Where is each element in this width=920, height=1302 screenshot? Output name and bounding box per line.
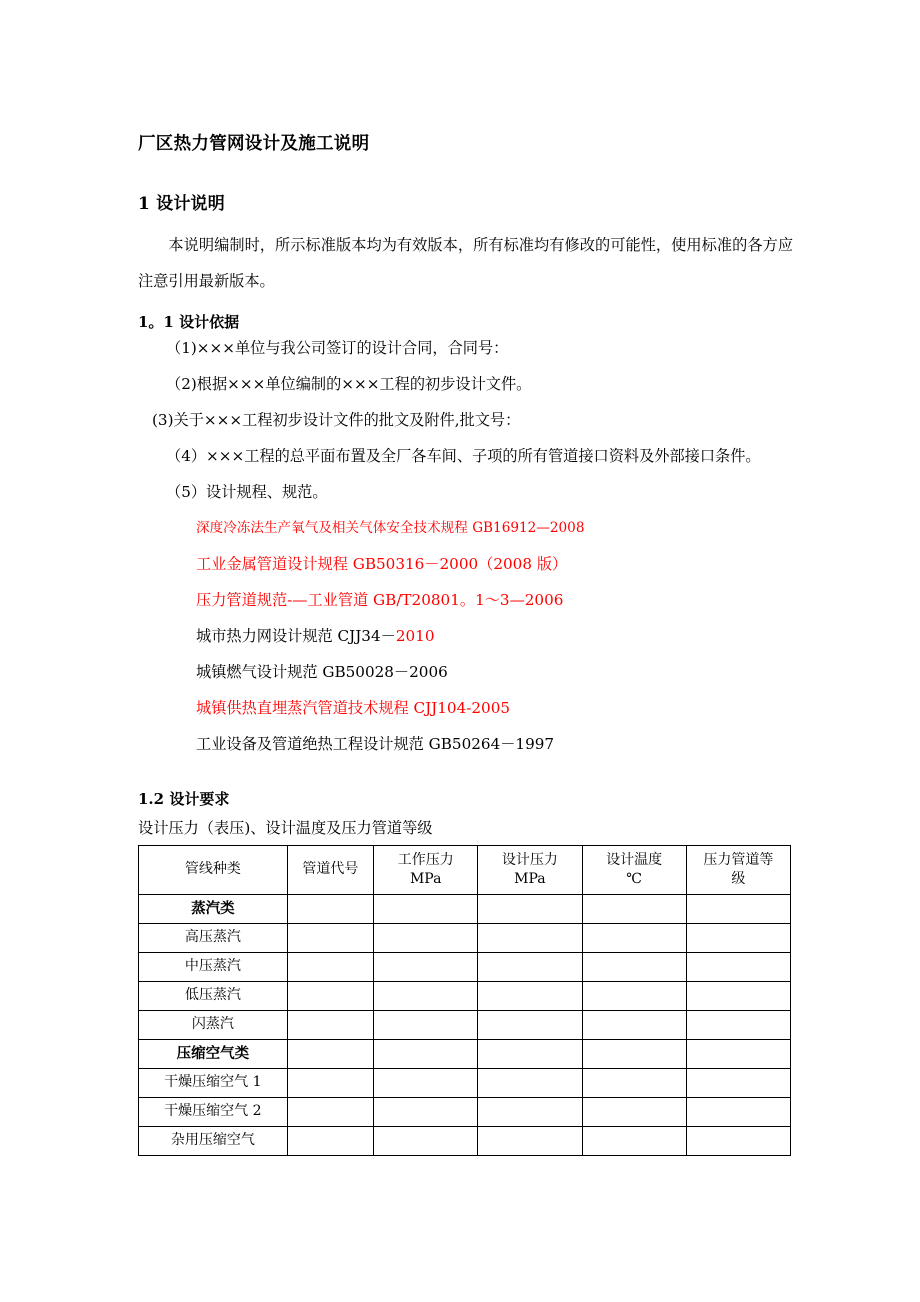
cell-design-temperature[interactable] <box>582 1126 686 1155</box>
cell-working-pressure[interactable] <box>374 1010 478 1039</box>
cell-pressure-pipe-class[interactable] <box>686 1039 790 1068</box>
header-cell-design-pressure <box>478 845 582 894</box>
standard-item-5: 城镇燃气设计规范 GB50028－2006 <box>196 662 448 681</box>
row-label: 高压蒸汽 <box>139 923 288 952</box>
row-label: 杂用压缩空气 <box>139 1126 288 1155</box>
heading-section-1: 1 设计说明 <box>138 193 225 214</box>
cell-design-pressure[interactable] <box>478 1068 582 1097</box>
standard-item-6: 城镇供热直埋蒸汽管道技术规程 CJJ104-2005 <box>196 698 511 717</box>
header-line-2: MPa <box>514 870 546 887</box>
design-basis-item-4: （4）×××工程的总平面布置及全厂各车间、子项的所有管道接口资料及外部接口条件。 <box>166 446 761 465</box>
row-label: 干燥压缩空气 2 <box>139 1097 288 1126</box>
table-row <box>139 1039 791 1068</box>
cell-working-pressure[interactable] <box>374 981 478 1010</box>
design-basis-item-5: （5）设计规程、规范。 <box>166 482 328 501</box>
header-line-1: 管线种类 <box>184 861 241 877</box>
cell-pipe-code[interactable] <box>287 894 373 923</box>
cell-working-pressure[interactable] <box>374 894 478 923</box>
cell-pressure-pipe-class[interactable] <box>686 923 790 952</box>
design-basis-item-3: (3)关于×××工程初步设计文件的批文及附件,批文号： <box>152 410 521 429</box>
header-cell-working-pressure <box>374 845 478 894</box>
cell-pipe-code[interactable] <box>287 1097 373 1126</box>
standard-item-4 <box>138 618 793 654</box>
cell-design-pressure[interactable] <box>478 1126 582 1155</box>
cell-design-pressure[interactable] <box>478 952 582 981</box>
cell-pipe-code[interactable] <box>287 1068 373 1097</box>
cell-working-pressure[interactable] <box>374 1097 478 1126</box>
table-row <box>139 981 791 1010</box>
cell-design-pressure[interactable] <box>478 1097 582 1126</box>
cell-design-temperature[interactable] <box>582 1068 686 1097</box>
row-label: 低压蒸汽 <box>139 981 288 1010</box>
spec-table-body <box>139 894 791 1155</box>
cell-pressure-pipe-class[interactable] <box>686 981 790 1010</box>
cell-design-pressure[interactable] <box>478 894 582 923</box>
section-1-intro-text: 本说明编制时，所示标准版本均为有效版本，所有标准均有修改的可能性，使用标准的各方应注意引用最新版本。 <box>138 235 793 290</box>
cell-pressure-pipe-class[interactable] <box>686 1126 790 1155</box>
table-row <box>139 1068 791 1097</box>
spec-table-caption: 设计压力（表压)、设计温度及压力管道等级 <box>138 818 433 837</box>
cell-pipe-code[interactable] <box>287 923 373 952</box>
cell-pipe-code[interactable] <box>287 1126 373 1155</box>
section-1-2-block <box>138 789 793 1156</box>
cell-pressure-pipe-class[interactable] <box>686 1097 790 1126</box>
heading-section-1-1: 1。1 设计依据 <box>138 312 240 331</box>
cell-pipe-code[interactable] <box>287 1039 373 1068</box>
header-cell-pipe-code <box>287 845 373 894</box>
standard-item-3: 压力管道规范-—工业管道 GB/T20801。1～3—2006 <box>196 590 564 609</box>
page-content <box>138 136 793 1156</box>
header-cell-pipeline-type <box>139 845 288 894</box>
cell-pressure-pipe-class[interactable] <box>686 952 790 981</box>
row-label: 压缩空气类 <box>139 1039 288 1068</box>
header-cell-design-temperature <box>582 845 686 894</box>
table-row <box>139 923 791 952</box>
header-line-1: 压力管道等 <box>703 851 774 868</box>
cell-design-temperature[interactable] <box>582 894 686 923</box>
cell-design-pressure[interactable] <box>478 1039 582 1068</box>
cell-working-pressure[interactable] <box>374 923 478 952</box>
cell-design-temperature[interactable] <box>582 923 686 952</box>
pipeline-spec-table <box>138 845 791 1156</box>
spec-table-header-row <box>139 845 791 894</box>
design-basis-item-2: （2)根据×××单位编制的×××工程的初步设计文件。 <box>166 374 532 393</box>
cell-design-pressure[interactable] <box>478 981 582 1010</box>
cell-working-pressure[interactable] <box>374 952 478 981</box>
table-row <box>139 1097 791 1126</box>
cell-pipe-code[interactable] <box>287 1010 373 1039</box>
row-label: 中压蒸汽 <box>139 952 288 981</box>
table-row <box>139 1010 791 1039</box>
standard-item-4-name: 城市热力网设计规范 CJJ34－ <box>196 626 396 645</box>
header-line-1: 管道代号 <box>302 861 359 877</box>
cell-working-pressure[interactable] <box>374 1039 478 1068</box>
header-line-2: MPa <box>409 870 442 887</box>
table-row <box>139 894 791 923</box>
row-label: 闪蒸汽 <box>139 1010 288 1039</box>
standard-item-4-year: 2010 <box>395 626 435 645</box>
cell-pipe-code[interactable] <box>287 952 373 981</box>
table-row <box>139 952 791 981</box>
cell-working-pressure[interactable] <box>374 1068 478 1097</box>
cell-design-pressure[interactable] <box>478 923 582 952</box>
header-line-1: 设计压力 <box>501 851 558 868</box>
design-basis-item-1: （1)×××单位与我公司签订的设计合同，合同号： <box>166 338 509 357</box>
cell-pressure-pipe-class[interactable] <box>686 1010 790 1039</box>
table-row <box>139 1126 791 1155</box>
cell-design-temperature[interactable] <box>582 1097 686 1126</box>
standard-item-1: 深度冷冻法生产氧气及相关气体安全技术规程 GB16912—2008 <box>196 519 585 536</box>
heading-section-1-2: 1.2 设计要求 <box>138 789 230 808</box>
standard-item-7: 工业设备及管道绝热工程设计规范 GB50264－1997 <box>196 734 555 753</box>
page-title: 厂区热力管网设计及施工说明 <box>138 134 370 154</box>
cell-pressure-pipe-class[interactable] <box>686 1068 790 1097</box>
row-label: 干燥压缩空气 1 <box>139 1068 288 1097</box>
cell-pipe-code[interactable] <box>287 981 373 1010</box>
cell-design-temperature[interactable] <box>582 952 686 981</box>
cell-working-pressure[interactable] <box>374 1126 478 1155</box>
header-line-2: 级 <box>731 870 746 887</box>
header-line-2: ℃ <box>626 870 642 887</box>
cell-design-temperature[interactable] <box>582 1039 686 1068</box>
section-1-intro-block <box>138 227 793 299</box>
cell-design-pressure[interactable] <box>478 1010 582 1039</box>
header-line-1: 工作压力 <box>397 851 454 868</box>
header-cell-pressure-pipe-class <box>686 845 790 894</box>
cell-design-temperature[interactable] <box>582 1010 686 1039</box>
header-line-1: 设计温度 <box>606 851 663 868</box>
row-label: 蒸汽类 <box>139 894 288 923</box>
cell-design-temperature[interactable] <box>582 981 686 1010</box>
cell-pressure-pipe-class[interactable] <box>686 894 790 923</box>
standard-item-2: 工业金属管道设计规程 GB50316－2000（2008 版） <box>196 554 568 573</box>
